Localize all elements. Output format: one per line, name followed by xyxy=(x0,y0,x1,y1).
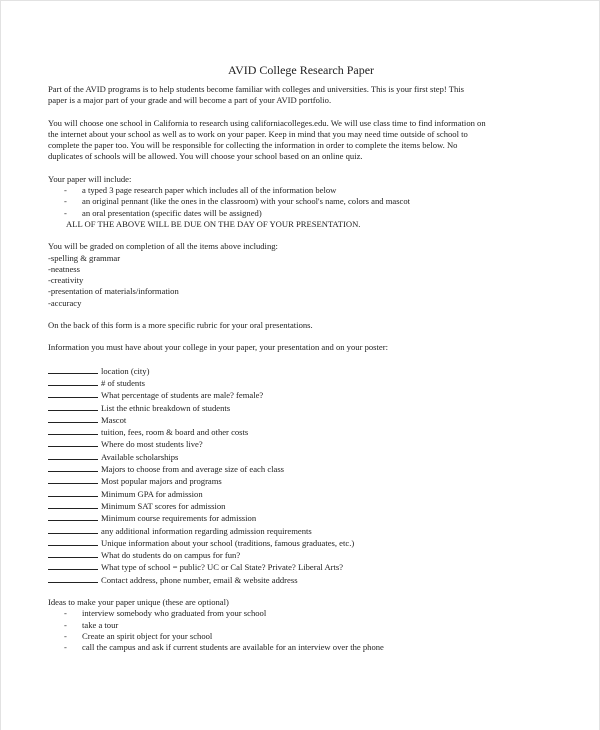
checklist-row: Most popular majors and programs xyxy=(48,475,568,487)
list-item: -creativity xyxy=(48,275,84,286)
list-item: - interview somebody who graduated from your school xyxy=(64,608,267,619)
checklist-row: Majors to choose from and average size of each class xyxy=(48,463,568,475)
blank-line[interactable] xyxy=(48,537,98,546)
list-item: - an original pennant (like the ones in the classroom) with your school's name, colors and mascot xyxy=(64,196,411,207)
blank-line[interactable] xyxy=(48,500,98,509)
blank-line[interactable] xyxy=(48,365,98,374)
instructions-line: duplicates of schools will be allowed. You will choose your school based on an online quiz. xyxy=(48,151,363,162)
blank-line[interactable] xyxy=(48,389,98,398)
blank-line[interactable] xyxy=(48,475,98,484)
checklist-row: any additional information regarding admission requirements xyxy=(48,525,568,537)
blank-line[interactable] xyxy=(48,438,98,447)
info-heading: Information you must have about your college in your paper, your presentation and on your poster: xyxy=(48,342,388,353)
checklist-row: List the ethnic breakdown of students xyxy=(48,402,568,414)
document-title: AVID College Research Paper xyxy=(227,63,375,77)
graded-list xyxy=(48,253,568,309)
include-heading: Your paper will include: xyxy=(48,173,132,184)
blank-line[interactable] xyxy=(48,377,98,386)
blank-line[interactable] xyxy=(48,402,98,411)
document-body xyxy=(48,84,568,653)
list-item: -presentation of materials/information xyxy=(48,286,179,297)
list-item: - an oral presentation (specific dates will be assigned) xyxy=(64,207,262,218)
checklist-row: What type of school = public? UC or Cal State? Private? Liberal Arts? xyxy=(48,561,568,573)
graded-heading: You will be graded on completion of all the items above including: xyxy=(48,241,278,252)
blank-line[interactable] xyxy=(48,549,98,558)
checklist-row: tuition, fees, room & board and other costs xyxy=(48,426,568,438)
list-item: - Create an spirit object for your school xyxy=(64,630,213,641)
info-checklist xyxy=(48,365,568,586)
intro-line: Part of the AVID programs is to help students become familiar with colleges and universities. This is your first step! This xyxy=(48,84,465,94)
checklist-row: What do students do on campus for fun? xyxy=(48,549,568,561)
blank-line[interactable] xyxy=(48,451,98,460)
blank-line[interactable] xyxy=(48,488,98,497)
list-item: -spelling & grammar xyxy=(48,252,121,263)
checklist-row: Unique information about your school (traditions, famous graduates, etc.) xyxy=(48,537,568,549)
due-note: ALL OF THE ABOVE WILL BE DUE ON THE DAY OF YOUR PRESENTATION. xyxy=(66,218,361,229)
checklist-row: Available scholarships xyxy=(48,451,568,463)
blank-line[interactable] xyxy=(48,414,98,423)
checklist-row: Minimum SAT scores for admission xyxy=(48,500,568,512)
instructions-line: complete the paper too. You will be responsible for collecting the information in order to complete the items below. No xyxy=(48,140,458,151)
blank-line[interactable] xyxy=(48,574,98,583)
blank-line[interactable] xyxy=(48,463,98,472)
checklist-row: Minimum course requirements for admission xyxy=(48,512,568,524)
rubric-note: On the back of this form is a more specific rubric for your oral presentations. xyxy=(48,320,313,331)
list-item: -neatness xyxy=(48,263,80,274)
include-list xyxy=(48,185,568,219)
list-item: -accuracy xyxy=(48,297,82,308)
blank-line[interactable] xyxy=(48,561,98,570)
checklist-row: Minimum GPA for admission xyxy=(48,488,568,500)
blank-line[interactable] xyxy=(48,426,98,435)
checklist-row: Where do most students live? xyxy=(48,438,568,450)
list-item: - call the campus and ask if current students are available for an interview over the phone xyxy=(64,642,384,653)
ideas-list xyxy=(48,608,568,653)
blank-line[interactable] xyxy=(48,512,98,521)
checklist-row: What percentage of students are male? female? xyxy=(48,389,568,401)
list-item: - a typed 3 page research paper which includes all of the information below xyxy=(64,185,337,196)
instructions-paragraph xyxy=(48,118,568,163)
checklist-row: location (city) xyxy=(48,365,568,377)
list-item: - take a tour xyxy=(64,619,119,630)
instructions-line: You will choose one school in California to research using californiacolleges.edu. We will use class time to find information on xyxy=(48,117,486,128)
ideas-heading: Ideas to make your paper unique (these are optional) xyxy=(48,596,229,607)
checklist-row: Contact address, phone number, email & website address xyxy=(48,574,568,586)
intro-line: paper is a major part of your grade and will become a part of your AVID portfolio. xyxy=(48,95,332,106)
instructions-line: the internet about your school as well as to work on your paper. Keep in mind that you may need time outside of school to xyxy=(48,128,468,139)
blank-line[interactable] xyxy=(48,525,98,534)
checklist-row: # of students xyxy=(48,377,568,389)
intro-paragraph xyxy=(48,84,568,107)
checklist-row: Mascot xyxy=(48,414,568,426)
